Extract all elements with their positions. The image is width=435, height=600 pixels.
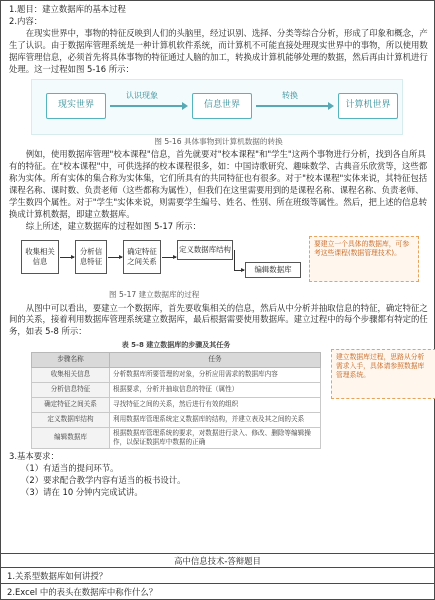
requirement-item: （2）要求配合教学内容有适当的板书设计。 (21, 475, 186, 486)
table-header-row (32, 353, 321, 367)
step-define: 定义数据库结构 (177, 240, 233, 260)
row-task: 分析数据库所要管理的对象，分析应用需求的数据库内容 (110, 367, 321, 382)
row-task: 寻找特征之间的关系，然后进行有效的组织 (110, 397, 321, 412)
requirements (9, 451, 428, 499)
figure-world-conversion (31, 79, 403, 135)
question-section (1, 1, 434, 554)
box-computer-world: 计算机世界 (338, 93, 398, 119)
table-row (32, 397, 321, 412)
step-relations: 确定特征之间关系 (123, 240, 161, 274)
arrow-recognize (110, 105, 186, 107)
table-side-note: 建立数据库过程，思路从分析需求入手，具体请参照数据库管理系统。 (331, 349, 435, 399)
topic-line: 1.题目：建立数据库的基本过程 (9, 4, 126, 14)
figure-5-16-caption: 图 5-16 具体事物到计算机数据的转换 (154, 136, 283, 146)
defense-question-1: 1.关系型数据库如何讲授？ (1, 568, 434, 584)
header-step-name: 步骤名称 (32, 353, 110, 367)
step-arrow (234, 270, 244, 271)
step-arrow (162, 257, 176, 258)
arrow-label-convert: 转换 (282, 90, 298, 100)
table-row (32, 382, 321, 397)
defense-question-2: 2.Excel 中的表头在数据库中称作什么？ (7, 587, 158, 597)
row-step-name: 确定特征之间关系 (32, 397, 110, 412)
step-connector (234, 250, 235, 270)
step-edit: 编辑数据库 (245, 262, 301, 278)
requirement-item: （1）有适当的提问环节。 (21, 463, 119, 474)
steps-table-wrap (31, 341, 425, 449)
paragraph-4: 从图中可以看出，要建立一个数据库，首先要收集相关的信息，然后从中分析并抽取信息的特征，确定特征之间的关系，接着利用数据库管理系统建立数据库，最后根据需要使用数据库。建立过程中的每个步骤都有特定的任务，如表 5-8 所示： (9, 302, 428, 337)
side-note: 要建立一个具体的数据库，可参考这些课程(数据管理技术)。 (309, 236, 419, 282)
table-caption: 表 5-8 建立数据库的步骤及其任务 (121, 341, 231, 350)
row-step-name: 收集相关信息 (32, 367, 110, 382)
table-row (32, 412, 321, 427)
box-real-world: 现实世界 (46, 93, 106, 119)
content-heading: 2.内容： (9, 15, 43, 26)
table-row (32, 367, 321, 382)
header-task: 任务 (110, 353, 321, 367)
paragraph-3: 综上所述，建立数据库的过程如图 5-17 所示： (25, 220, 201, 231)
figure-database-process (21, 236, 425, 288)
paragraph-1: 在现实世界中，事物的特征反映到人们的头脑里，经过识别、选择、分类等综合分析，形成了印象和概念，产生了认识。由于数据库管理系统是一种计算机软件系统，而计算机不可能直接处理现实世界中的事物，所以使用数据库管理信息，必须首先将具体事物的特征通过人脑的加工，转换成计算机能够处理的数据，然后再由计算机进行处理。这一过程如图 5-16 所示： (9, 27, 428, 74)
requirements-heading: 3.基本要求： (9, 451, 59, 462)
row-step-name: 分析信息特征 (32, 382, 110, 397)
row-step-name: 编辑数据库 (32, 427, 110, 449)
table-row (32, 427, 321, 449)
step-arrow (60, 257, 74, 258)
requirement-item: （3）请在 10 分钟内完成试讲。 (21, 487, 143, 498)
step-analyze: 分析信息特征 (75, 240, 107, 274)
row-task: 根据数据库管理系统的要求，对数据进行录入、修改、删除等编辑操作，以保证数据库中数据的正确 (110, 427, 321, 449)
arrow-label-recognize: 认识现象 (126, 90, 158, 100)
paragraph-2: 例如，使用数据库管理"校本课程"信息，首先就要对"校本课程"和"学生"这两个事物进行分析，找到各自所具有的特征。在"校本课程"中，可供选择的校本课程很多，如：中国诗歌研究、趣味数学、古典音乐欣赏等，这些都称为实体。所有实体的集合称为实体集，它们所具有的共同特征也有很多。对于"校本课程"实体来说，其特征包括课程名称、课时数、负责老师（这些都称为属性），但我们在这里需要用到的是课程名称、课程名称、负责老师、学生数四个属性。对于"学生"实体来说，则需要学生编号、姓名、性别、所在班级等属性。然后，把上述的信息转换成计算机数据，即建立数据库。 (9, 149, 428, 219)
row-task: 利用数据库管理系统定义数据库的结构，并建立表及其之间的关系 (110, 412, 321, 427)
step-collect: 收集相关信息 (21, 240, 59, 274)
arrow-convert (256, 105, 332, 107)
step-arrow (108, 257, 122, 258)
defense-title: 高中信息技术-答辩题目 (1, 554, 434, 568)
row-task: 根据要求，分析并抽取信息的特征（属性） (110, 382, 321, 397)
row-step-name: 定义数据库结构 (32, 412, 110, 427)
steps-table (31, 352, 321, 449)
figure-5-17-caption: 图 5-17 建立数据库的过程 (109, 289, 200, 299)
box-information-world: 信息世界 (192, 93, 252, 119)
